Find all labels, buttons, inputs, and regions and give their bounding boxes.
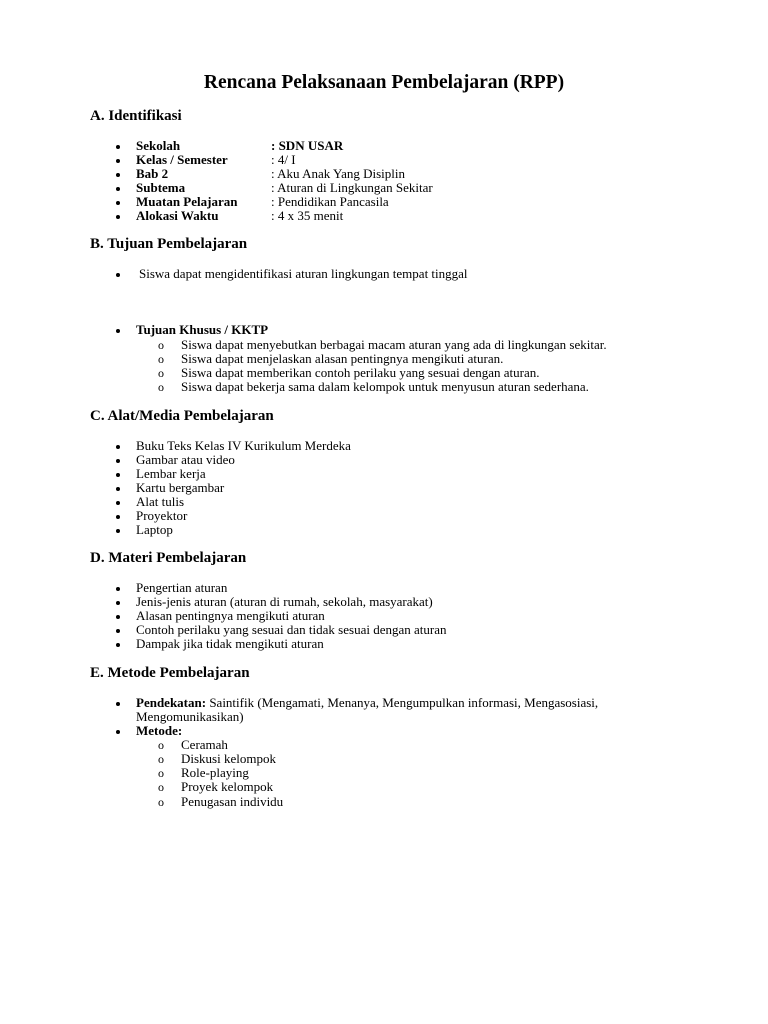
field-value: : SDN USAR (271, 138, 344, 153)
field-label: Subtema (136, 180, 186, 195)
bullet-icon (116, 273, 120, 277)
bullet-icon (116, 145, 120, 149)
list-item-text: Proyek kelompok (181, 779, 274, 794)
circle-bullet-icon: o (158, 352, 164, 366)
bullet-icon (116, 487, 120, 491)
list-item-text: Diskusi kelompok (181, 751, 276, 766)
list-item-text: Gambar atau video (136, 452, 235, 467)
bullet-icon (116, 615, 120, 619)
list-item-text: Contoh perilaku yang sesuai dan tidak sesuai dengan aturan (136, 622, 447, 637)
bullet-icon (116, 329, 120, 333)
field-value: : Pendidikan Pancasila (271, 194, 389, 209)
learning-objective: Siswa dapat mengidentifikasi aturan lingkungan tempat tinggal (139, 266, 468, 281)
circle-bullet-icon: o (158, 752, 164, 766)
list-item-text: Jenis-jenis aturan (aturan di rumah, sekolah, masyarakat) (136, 594, 433, 609)
approach-text: Saintifik (Mengamati, Menanya, Mengumpulkan informasi, Mengasosiasi, (206, 695, 599, 710)
bullet-icon (116, 445, 120, 449)
bullet-icon (116, 201, 120, 205)
bullet-icon (116, 643, 120, 647)
list-item-text: Siswa dapat memberikan contoh perilaku yang sesuai dengan aturan. (181, 365, 540, 380)
bullet-icon (116, 187, 120, 191)
circle-bullet-icon: o (158, 795, 164, 809)
field-value: : 4 x 35 menit (271, 208, 344, 223)
section-a-heading: A. Identifikasi (90, 108, 182, 124)
field-value: : 4/ I (271, 152, 296, 167)
list-item-text: Siswa dapat menyebutkan berbagai macam aturan yang ada di lingkungan sekitar. (181, 337, 607, 352)
list-item-text: Ceramah (181, 737, 228, 752)
bullet-icon (116, 515, 120, 519)
section-c-heading: C. Alat/Media Pembelajaran (90, 408, 274, 424)
list-item-text: Dampak jika tidak mengikuti aturan (136, 636, 324, 651)
bullet-icon (116, 730, 120, 734)
bullet-icon (116, 173, 120, 177)
list-item-text: Alasan pentingnya mengikuti aturan (136, 608, 325, 623)
bullet-icon (116, 459, 120, 463)
bullet-icon (116, 529, 120, 533)
document-title: Rencana Pelaksanaan Pembelajaran (RPP) (203, 72, 565, 93)
list-item-text: Alat tulis (136, 494, 185, 509)
bullet-icon (116, 159, 120, 163)
bullet-icon (116, 215, 120, 219)
circle-bullet-icon: o (158, 366, 164, 380)
list-item-text: Proyektor (136, 508, 188, 523)
bullet-icon (116, 501, 120, 505)
list-item-text: Siswa dapat menjelaskan alasan pentingnya mengikuti aturan. (181, 351, 504, 366)
field-label: Kelas / Semester (136, 152, 228, 167)
bullet-icon (116, 587, 120, 591)
approach-label: Pendekatan: (136, 695, 207, 710)
list-item-text: Kartu bergambar (136, 480, 225, 495)
bullet-icon (116, 629, 120, 633)
method-label: Metode: (136, 723, 183, 738)
circle-bullet-icon: o (158, 780, 164, 794)
list-item-text: Buku Teks Kelas IV Kurikulum Merdeka (136, 438, 351, 453)
field-label: Sekolah (136, 138, 181, 153)
bullet-icon (116, 473, 120, 477)
section-b-heading: B. Tujuan Pembelajaran (90, 236, 248, 252)
field-label: Muatan Pelajaran (136, 194, 238, 209)
list-item-text: Siswa dapat bekerja sama dalam kelompok untuk menyusun aturan sederhana. (181, 379, 589, 394)
circle-bullet-icon: o (158, 766, 164, 780)
circle-bullet-icon: o (158, 380, 164, 394)
list-item-text: Role-playing (181, 765, 249, 780)
list-item-text: Laptop (136, 522, 173, 537)
bullet-icon (116, 702, 120, 706)
list-item-text: Pengertian aturan (136, 580, 228, 595)
section-d-heading: D. Materi Pembelajaran (90, 550, 247, 566)
field-value: : Aku Anak Yang Disiplin (271, 166, 405, 181)
list-item-text: Lembar kerja (136, 466, 206, 481)
field-label: Alokasi Waktu (136, 208, 219, 223)
field-label: Bab 2 (136, 166, 169, 181)
bullet-icon (116, 601, 120, 605)
section-e-heading: E. Metode Pembelajaran (90, 665, 250, 681)
circle-bullet-icon: o (158, 338, 164, 352)
circle-bullet-icon: o (158, 738, 164, 752)
approach-text-continued: Mengomunikasikan) (136, 709, 244, 724)
field-value: : Aturan di Lingkungan Sekitar (271, 180, 433, 195)
sub-heading: Tujuan Khusus / KKTP (136, 322, 269, 337)
list-item-text: Penugasan individu (181, 794, 284, 809)
